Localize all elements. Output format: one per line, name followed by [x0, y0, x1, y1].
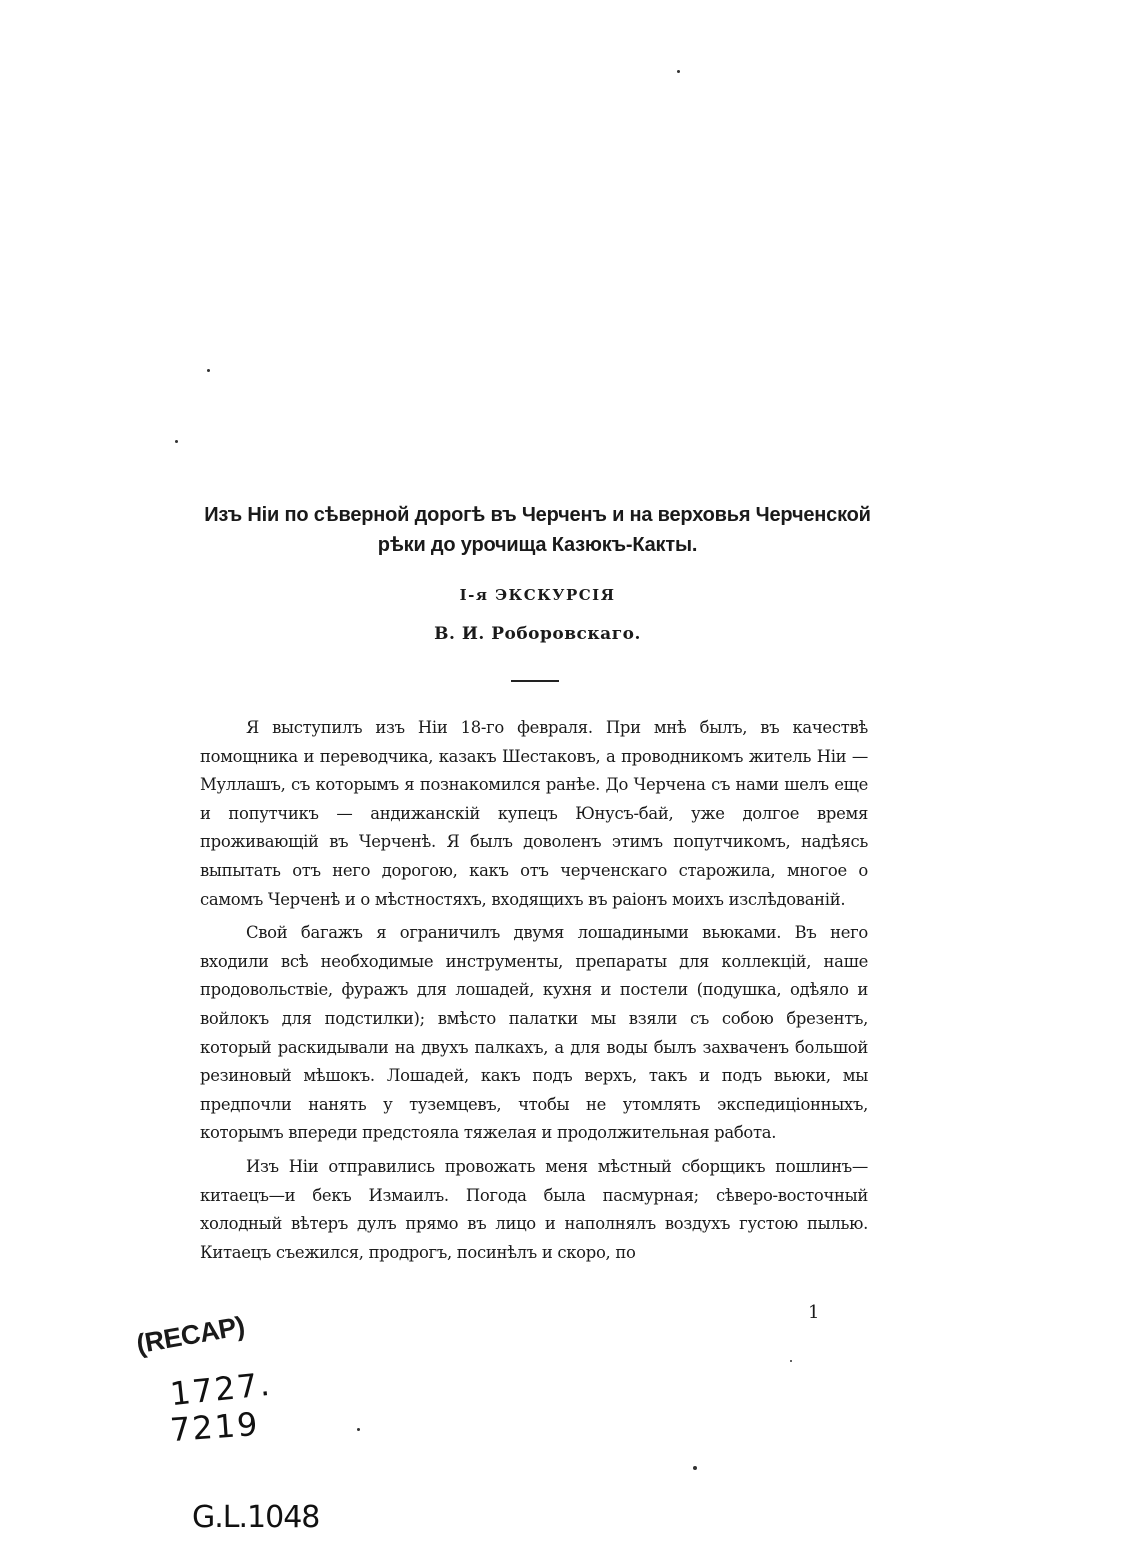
- article-title-line-1: Изъ Ніи по сѣверной дорогѣ въ Черченъ и на верховья Черченской: [204, 504, 871, 526]
- handwritten-accession-line-1: 1727.: [168, 1364, 274, 1414]
- paragraph-3: Изъ Ніи отправились провожать меня мѣстный сборщикъ пошлинъ—китаецъ—и бекъ Измаилъ. Погода была пасмурная; сѣверо-восточный холодный вѣтеръ дулъ прямо въ лицо и наполнялъ воздухъ густою пылью. Китаецъ съежился, продрогъ, посинѣлъ и скоро, по: [200, 1156, 868, 1262]
- scan-speck: [207, 369, 210, 372]
- article-title-line-2: рѣки до урочища Казюкъ-Какты.: [377, 534, 698, 556]
- paragraph-1: Я выступилъ изъ Ніи 18-го февраля. При мнѣ былъ, въ качествѣ помощника и переводчика, казакъ Шестаковъ, а проводникомъ житель Ніи — Муллашъ, съ которымъ я познакомился ранѣе. До Черчена съ нами шелъ еще и попутчикъ — андижанскій купецъ Юнусъ-бай, уже долгое время проживающій въ Черченѣ. Я былъ доволенъ этимъ попутчикомъ, надѣясь выпытать отъ него дорогою, какъ отъ черченскаго старожила, многое о самомъ Черченѣ и о мѣстностяхъ, входящихъ въ раіонъ моихъ изслѣдованій.: [200, 718, 868, 909]
- excursion-subtitle: I-я ЭКСКУРСІЯ: [459, 586, 616, 604]
- scan-speck: [677, 70, 680, 73]
- scan-speck: [790, 1360, 792, 1362]
- body-text: [200, 714, 868, 1272]
- article-title: [180, 500, 895, 560]
- page-number: 1: [808, 1302, 820, 1323]
- handwritten-accession-line-2: 7219: [168, 1404, 261, 1450]
- author-name: В. И. Роборовскаго.: [434, 624, 641, 644]
- scan-speck: [175, 440, 178, 443]
- scan-speck: [357, 1428, 360, 1431]
- section-divider: [511, 680, 559, 682]
- call-number: G.L.1048: [192, 1500, 320, 1535]
- scan-speck: [693, 1466, 697, 1470]
- paragraph-2: Свой багажъ я ограничилъ двумя лошадиными вьюками. Въ него входили всѣ необходимые инструменты, препараты для коллекцій, наше продовольствіе, фуражъ для лошадей, кухня и постели (подушка, одѣяло и войлокъ для подстилки); вмѣсто палатки мы взяли съ собою брезентъ, который раскидывали на двухъ палкахъ, а для воды былъ захваченъ большой резиновый мѣшокъ. Лошадей, какъ подъ верхъ, такъ и подъ вьюки, мы предпочли нанять у туземцевъ, чтобы не утомлять экспедиціонныхъ, которымъ впереди предстояла тяжелая и продолжительная работа.: [200, 923, 868, 1143]
- recap-stamp: (RECAP): [134, 1310, 247, 1360]
